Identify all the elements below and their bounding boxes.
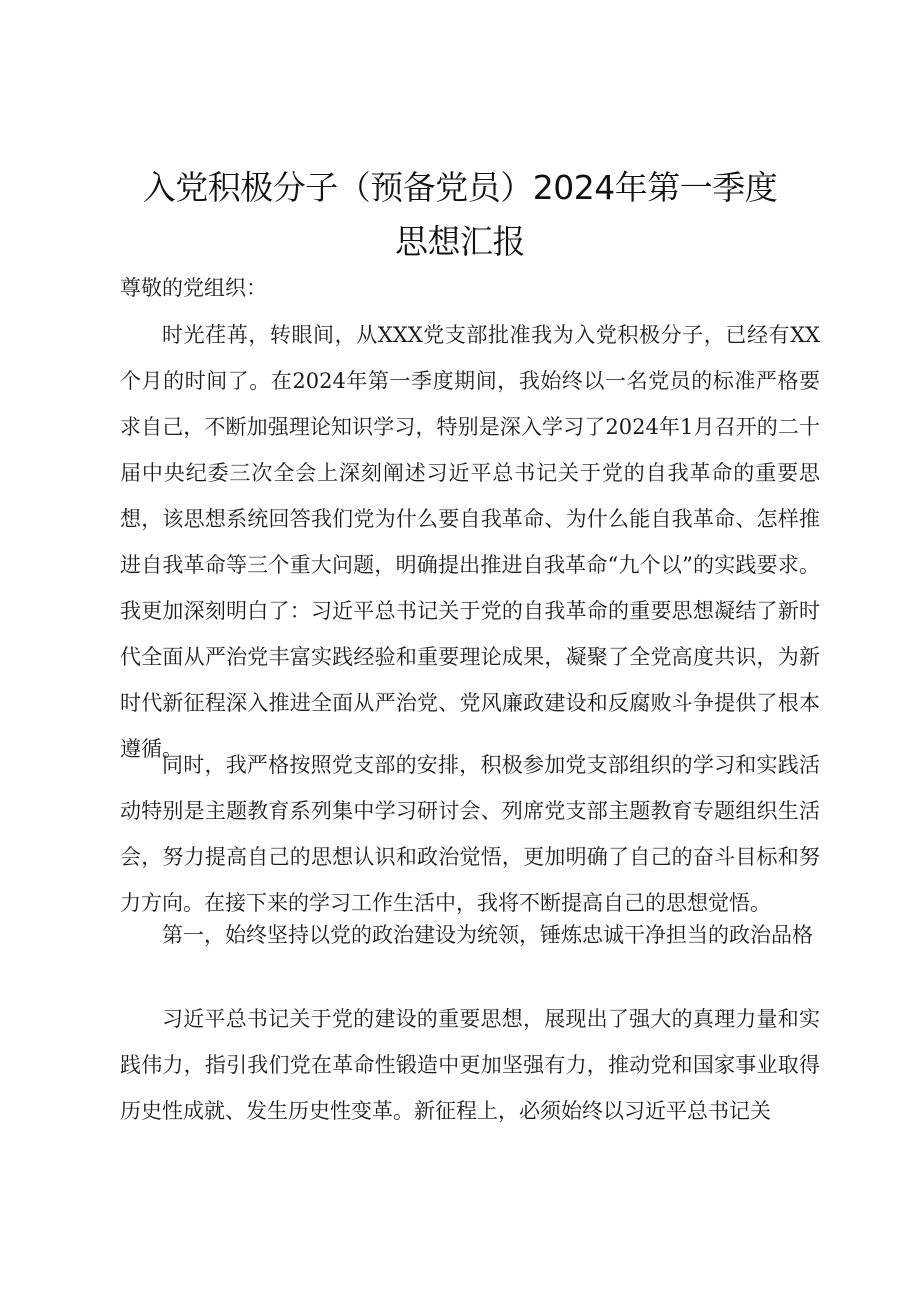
paragraph-activities: 同时，我严格按照党支部的安排，积极参加党支部组织的学习和实践活动特别是主题教育系列集中学习研讨会、列席党支部主题教育专题组织生活会，努力提高自己的思想认识和政治觉悟，更加明确了自己的奋斗目标和努力方向。在接下来的学习工作生活中，我将不断提高自己的思想觉悟。 [120,753,820,915]
document-title-line2: 思想汇报 [395,222,525,261]
paragraph-intro: 时光荏苒，转眼间，从XXX党支部批准我为入党积极分子，已经有XX个月的时间了。在2024年第一季度期间，我始终以一名党员的标准严格要求自己，不断加强理论知识学习，特别是深入学习了2024年1月召开的二十届中央纪委三次全会上深刻阐述习近平总书记关于党的自我革命的重要思想，该思想系统回答我们党为什么要自我革命、为什么能自我革命、怎样推进自我革命等三个重大问题，明确提出推进自我革命“九个以”的实践要求。我更加深刻明白了：习近平总书记关于党的自我革命的重要思想凝结了新时代全面从严治党丰富实践经验和重要理论成果，凝聚了全党高度共识，为新时代新征程深入推进全面从严治党、党风廉政建设和反腐败斗争提供了根本遵循。 [120,323,820,761]
section-heading-first: 第一，始终坚持以党的政治建设为统领，锤炼忠诚干净担当的政治品格 [162,923,813,947]
paragraph-party-building: 习近平总书记关于党的建设的重要思想，展现出了强大的真理力量和实践伟力，指引我们党在革命性锻造中更加坚强有力，推动党和国家事业取得历史性成就、发生历史性变革。新征程上，必须始终以习近平总书记关 [120,1007,820,1123]
salutation: 尊敬的党组织： [120,276,267,300]
document-title-line1: 入党积极分子（预备党员）2024年第一季度 [142,168,778,207]
